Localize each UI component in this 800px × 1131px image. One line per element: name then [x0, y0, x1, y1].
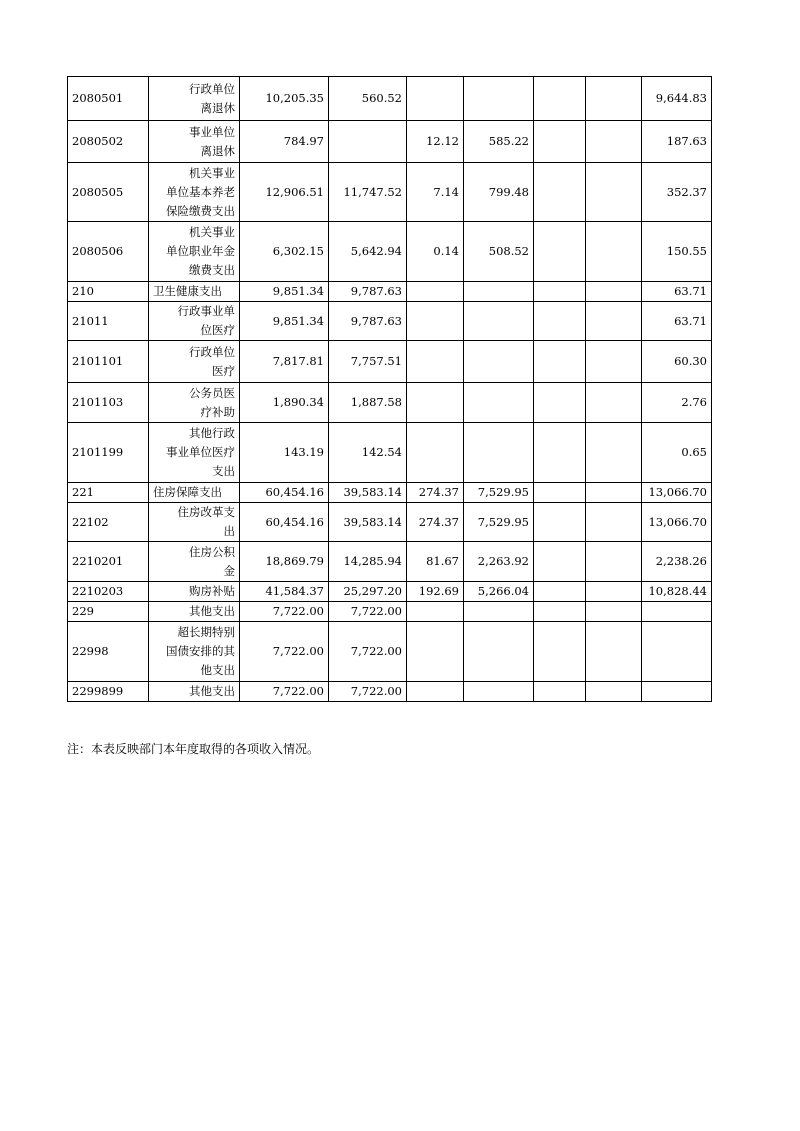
amount-cell: 143.19 — [240, 423, 329, 483]
function-name-line: 出 — [223, 524, 235, 538]
amount-cell — [586, 163, 642, 222]
amount-cell: 9,644.83 — [642, 77, 712, 121]
amount-cell: 9,787.63 — [329, 282, 407, 302]
function-name-line: 缴费支出 — [189, 263, 235, 277]
amount-cell: 5,266.04 — [464, 582, 534, 602]
amount-cell: 7,722.00 — [240, 622, 329, 682]
amount-cell: 60,454.16 — [240, 503, 329, 542]
amount-cell: 41,584.37 — [240, 582, 329, 602]
function-name-cell — [149, 483, 240, 503]
function-name-line: 事业单位 — [189, 124, 235, 139]
amount-cell: 60.30 — [642, 341, 712, 383]
amount-cell: 12,906.51 — [240, 163, 329, 222]
table-row — [68, 483, 712, 503]
amount-cell — [534, 483, 586, 503]
amount-cell: 9,851.34 — [240, 282, 329, 302]
amount-cell — [586, 483, 642, 503]
amount-cell: 192.69 — [407, 582, 464, 602]
amount-cell — [586, 222, 642, 282]
amount-cell: 7,722.00 — [240, 602, 329, 622]
amount-cell: 10,205.35 — [240, 77, 329, 121]
function-name-cell — [149, 341, 240, 383]
amount-cell: 7,757.51 — [329, 341, 407, 383]
function-name-line: 机关事业 — [189, 165, 235, 180]
function-name-cell — [149, 302, 240, 341]
function-name-cell — [149, 121, 240, 163]
function-name-line: 住房公积 — [189, 544, 235, 559]
amount-cell — [407, 622, 464, 682]
amount-cell — [534, 582, 586, 602]
amount-cell: 1,890.34 — [240, 383, 329, 423]
amount-cell: 7,722.00 — [329, 622, 407, 682]
function-name-line: 其他支出 — [189, 604, 235, 618]
function-code-cell: 2299899 — [68, 682, 149, 702]
function-code-cell: 2210203 — [68, 582, 149, 602]
function-name-cell — [149, 682, 240, 702]
amount-cell — [464, 383, 534, 423]
function-name-cell — [149, 542, 240, 582]
function-name-line: 购房补贴 — [189, 584, 235, 598]
amount-cell — [586, 121, 642, 163]
amount-cell: 9,787.63 — [329, 302, 407, 341]
amount-cell — [586, 282, 642, 302]
amount-cell — [407, 423, 464, 483]
function-name-line: 公务员医 — [189, 385, 235, 400]
table-row — [68, 602, 712, 622]
function-name-line: 行政事业单 — [177, 304, 235, 318]
amount-cell: 2,263.92 — [464, 542, 534, 582]
table-row — [68, 341, 712, 383]
amount-cell — [407, 302, 464, 341]
function-name-line: 离退休 — [200, 143, 235, 158]
amount-cell: 14,285.94 — [329, 542, 407, 582]
function-code-cell: 2101103 — [68, 383, 149, 423]
amount-cell — [586, 341, 642, 383]
function-name-cell — [149, 503, 240, 542]
amount-cell — [642, 602, 712, 622]
amount-cell — [586, 542, 642, 582]
amount-cell — [534, 77, 586, 121]
amount-cell — [534, 622, 586, 682]
function-code-cell: 2080501 — [68, 77, 149, 121]
amount-cell — [642, 622, 712, 682]
amount-cell: 39,583.14 — [329, 483, 407, 503]
table-row — [68, 682, 712, 702]
amount-cell: 13,066.70 — [642, 503, 712, 542]
amount-cell — [534, 503, 586, 542]
amount-cell: 18,869.79 — [240, 542, 329, 582]
function-code-cell: 2080502 — [68, 121, 149, 163]
function-name-line: 行政单位 — [189, 81, 235, 96]
amount-cell: 7,722.00 — [240, 682, 329, 702]
function-name-line: 保险缴费支出 — [166, 203, 235, 218]
table-row — [68, 222, 712, 282]
function-code-cell: 2080505 — [68, 163, 149, 222]
amount-cell — [534, 222, 586, 282]
function-code-cell: 22102 — [68, 503, 149, 542]
amount-cell: 7,529.95 — [464, 483, 534, 503]
amount-cell — [586, 423, 642, 483]
function-name-cell — [149, 77, 240, 121]
amount-cell — [586, 622, 642, 682]
function-code-cell: 21011 — [68, 302, 149, 341]
amount-cell — [464, 341, 534, 383]
amount-cell: 7,817.81 — [240, 341, 329, 383]
amount-cell — [464, 77, 534, 121]
amount-cell: 560.52 — [329, 77, 407, 121]
amount-cell: 0.14 — [407, 222, 464, 282]
amount-cell: 585.22 — [464, 121, 534, 163]
amount-cell: 799.48 — [464, 163, 534, 222]
amount-cell: 13,066.70 — [642, 483, 712, 503]
amount-cell: 60,454.16 — [240, 483, 329, 503]
amount-cell: 142.54 — [329, 423, 407, 483]
function-name-line: 其他行政 — [189, 426, 235, 440]
function-name-line: 单位基本养老 — [166, 184, 235, 199]
amount-cell: 25,297.20 — [329, 582, 407, 602]
income-table — [67, 76, 712, 702]
function-code-cell: 2101199 — [68, 423, 149, 483]
amount-cell: 274.37 — [407, 503, 464, 542]
amount-cell: 2,238.26 — [642, 542, 712, 582]
amount-cell — [534, 383, 586, 423]
amount-cell — [464, 622, 534, 682]
amount-cell: 1,887.58 — [329, 383, 407, 423]
amount-cell — [586, 682, 642, 702]
amount-cell: 274.37 — [407, 483, 464, 503]
function-name-line: 超长期特别 — [177, 625, 235, 639]
amount-cell: 9,851.34 — [240, 302, 329, 341]
amount-cell — [534, 542, 586, 582]
function-name-cell — [149, 622, 240, 682]
table-row — [68, 622, 712, 682]
function-name-line: 医疗 — [212, 363, 235, 378]
amount-cell — [534, 341, 586, 383]
amount-cell — [642, 682, 712, 702]
amount-cell: 784.97 — [240, 121, 329, 163]
table-row — [68, 542, 712, 582]
function-code-cell: 229 — [68, 602, 149, 622]
function-name-line: 金 — [223, 563, 235, 578]
function-code-cell: 221 — [68, 483, 149, 503]
amount-cell — [464, 282, 534, 302]
function-name-line: 其他支出 — [189, 684, 235, 698]
function-name-line: 卫生健康支出 — [153, 284, 222, 298]
function-name-cell — [149, 423, 240, 483]
amount-cell — [586, 503, 642, 542]
amount-cell: 7.14 — [407, 163, 464, 222]
function-name-line: 疗补助 — [200, 404, 235, 419]
amount-cell — [407, 682, 464, 702]
function-name-cell — [149, 163, 240, 222]
amount-cell: 10,828.44 — [642, 582, 712, 602]
function-name-line: 支出 — [212, 464, 235, 478]
function-code-cell: 2080506 — [68, 222, 149, 282]
function-name-cell — [149, 383, 240, 423]
function-code-cell: 2210201 — [68, 542, 149, 582]
amount-cell: 81.67 — [407, 542, 464, 582]
amount-cell: 508.52 — [464, 222, 534, 282]
amount-cell — [407, 602, 464, 622]
amount-cell — [407, 282, 464, 302]
function-name-line: 他支出 — [200, 663, 235, 677]
amount-cell — [464, 423, 534, 483]
amount-cell — [534, 163, 586, 222]
amount-cell — [586, 302, 642, 341]
amount-cell: 7,529.95 — [464, 503, 534, 542]
amount-cell: 63.71 — [642, 282, 712, 302]
table-row — [68, 302, 712, 341]
table-row — [68, 423, 712, 483]
amount-cell — [534, 682, 586, 702]
amount-cell — [534, 423, 586, 483]
amount-cell — [464, 602, 534, 622]
amount-cell — [407, 77, 464, 121]
function-name-line: 离退休 — [200, 100, 235, 115]
amount-cell — [586, 582, 642, 602]
function-name-line: 单位职业年金 — [166, 244, 235, 258]
function-name-cell — [149, 222, 240, 282]
table-row — [68, 503, 712, 542]
amount-cell: 5,642.94 — [329, 222, 407, 282]
amount-cell — [586, 602, 642, 622]
amount-cell: 150.55 — [642, 222, 712, 282]
function-name-cell — [149, 602, 240, 622]
table-row — [68, 121, 712, 163]
table-row — [68, 77, 712, 121]
amount-cell: 6,302.15 — [240, 222, 329, 282]
function-code-cell: 2101101 — [68, 341, 149, 383]
amount-cell — [586, 77, 642, 121]
amount-cell — [329, 121, 407, 163]
function-name-line: 住房改革支 — [177, 505, 235, 519]
amount-cell — [464, 682, 534, 702]
amount-cell: 12.12 — [407, 121, 464, 163]
table-row — [68, 582, 712, 602]
amount-cell: 7,722.00 — [329, 602, 407, 622]
function-name-line: 位医疗 — [200, 323, 235, 337]
amount-cell — [534, 121, 586, 163]
amount-cell — [464, 302, 534, 341]
amount-cell — [534, 602, 586, 622]
amount-cell: 2.76 — [642, 383, 712, 423]
amount-cell: 0.65 — [642, 423, 712, 483]
table-row — [68, 282, 712, 302]
table-row — [68, 383, 712, 423]
amount-cell — [534, 302, 586, 341]
function-name-cell — [149, 282, 240, 302]
function-code-cell: 210 — [68, 282, 149, 302]
amount-cell: 187.63 — [642, 121, 712, 163]
function-name-cell — [149, 582, 240, 602]
table-note: 注：本表反映部门本年度取得的各项收入情况。 — [67, 742, 320, 756]
amount-cell — [534, 282, 586, 302]
function-name-line: 机关事业 — [189, 225, 235, 239]
amount-cell: 39,583.14 — [329, 503, 407, 542]
function-name-line: 国债安排的其 — [166, 644, 235, 658]
amount-cell: 11,747.52 — [329, 163, 407, 222]
amount-cell: 7,722.00 — [329, 682, 407, 702]
table-row — [68, 163, 712, 222]
function-code-cell: 22998 — [68, 622, 149, 682]
table-body — [68, 77, 712, 702]
function-name-line: 行政单位 — [189, 344, 235, 359]
function-name-line: 住房保障支出 — [153, 485, 222, 499]
amount-cell — [407, 383, 464, 423]
amount-cell — [586, 383, 642, 423]
amount-cell: 352.37 — [642, 163, 712, 222]
amount-cell — [407, 341, 464, 383]
amount-cell: 63.71 — [642, 302, 712, 341]
function-name-line: 事业单位医疗 — [166, 445, 235, 459]
